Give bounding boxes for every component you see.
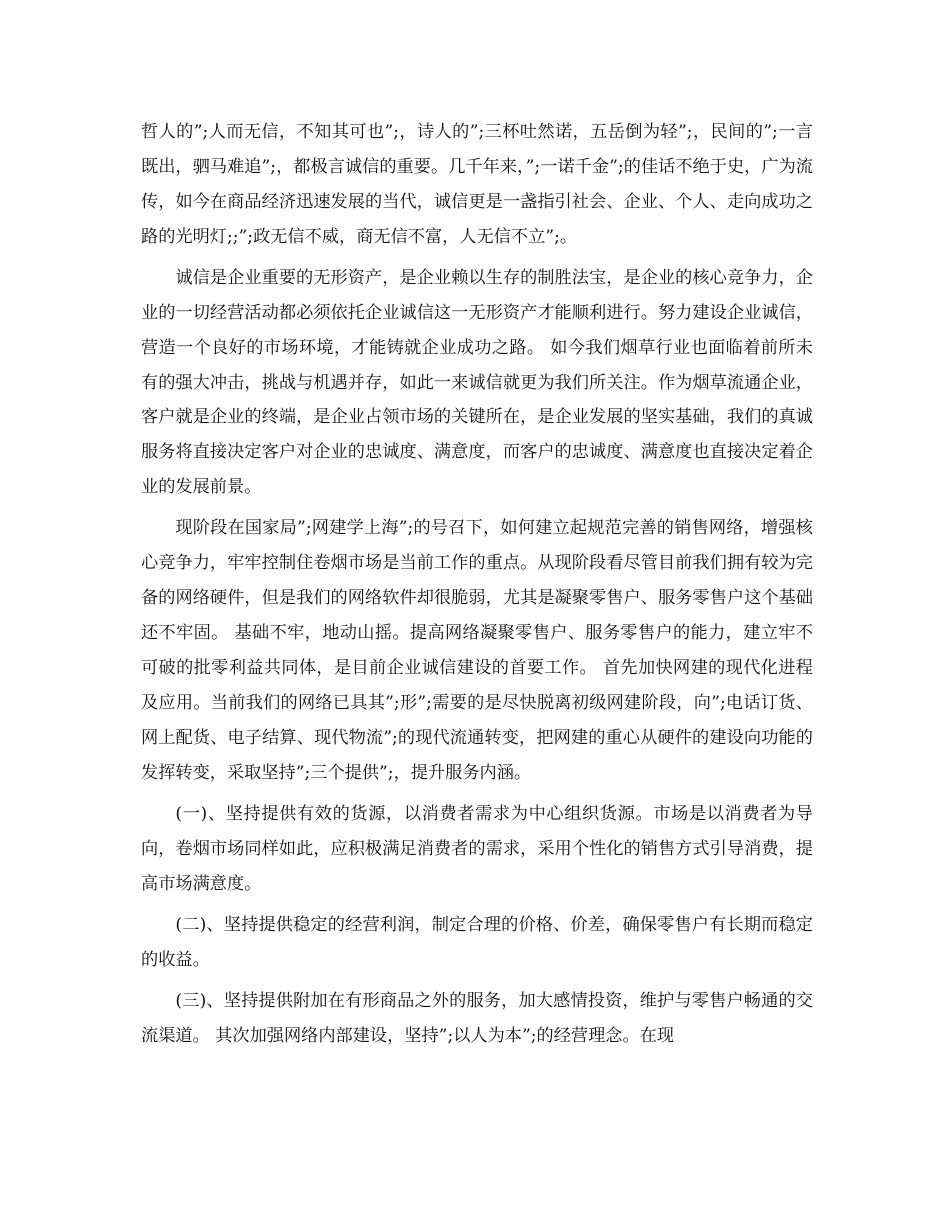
paragraph-integrity-asset: 诚信是企业重要的无形资产，是企业赖以生存的制胜法宝，是企业的核心竞争力，企业的一切经营活动都必须依托企业诚信这一无形资产才能顺利进行。努力建设企业诚信，营造一个良好的市场环境，才能铸就企业成功之路。 如今我们烟草行业也面临着前所未有的强大冲击，挑战与机遇并存，如此一来诚信就更为我们所关注。作为烟草流通企业，客户就是企业的终端，是企业占领市场的关键所在，是企业发展的坚实基础，我们的真诚服务将直接决定客户对企业的忠诚度、满意度，而客户的忠诚度、满意度也直接决定着企业的发展前景。 xyxy=(141,267,813,498)
paragraph-item-three: (三)、坚持提供附加在有形商品之外的服务，加大感情投资，维护与零售户畅通的交流渠道。 其次加强网络内部建设，坚持”;以人为本”;的经营理念。在现 xyxy=(141,990,813,1046)
paragraph-item-two: (二)、坚持提供稳定的经营利润，制定合理的价格、价差，确保零售户有长期而稳定的收益。 xyxy=(141,914,813,970)
paragraph-network-building: 现阶段在国家局”;网建学上海”;的号召下，如何建立起规范完善的销售网络，增强核心竞争力，牢牢控制住卷烟市场是当前工作的重点。从现阶段看尽管目前我们拥有较为完备的网络硬件，但是我们的网络软件却很脆弱，尤其是凝聚零售户、服务零售户这个基础还不牢固。 基础不牢，地动山摇。提高网络凝聚零售户、服务零售户的能力，建立牢不可破的批零利益共同体，是目前企业诚信建设的首要工作。 首先加快网建的现代化进程及应用。当前我们的网络已具其”;形”;需要的是尽快脱离初级网建阶段，向”;电话订货、网上配货、电子结算、现代物流”;的现代流通转变，把网建的重心从硬件的建设向功能的发挥转变，采取坚持”;三个提供”;，提升服务内涵。 xyxy=(141,518,813,783)
paragraph-item-one: (一)、坚持提供有效的货源，以消费者需求为中心组织货源。市场是以消费者为导向，卷烟市场同样如此，应积极满足消费者的需求，采用个性化的销售方式引导消费，提高市场满意度。 xyxy=(141,803,813,894)
document-page xyxy=(141,115,813,1060)
paragraph-intro-quotes: 哲人的”;人而无信，不知其可也”;，诗人的”;三杯吐然诺，五岳倒为轻”;，民间的”;一言既出，驷马难追”;，都极言诚信的重要。几千年来，”;一诺千金”;的佳话不绝于史，广为流传，如今在商品经济迅速发展的当代，诚信更是一盏指引社会、企业、个人、走向成功之路的光明灯;;”;政无信不威，商无信不富，人无信不立”;。 xyxy=(141,122,813,247)
